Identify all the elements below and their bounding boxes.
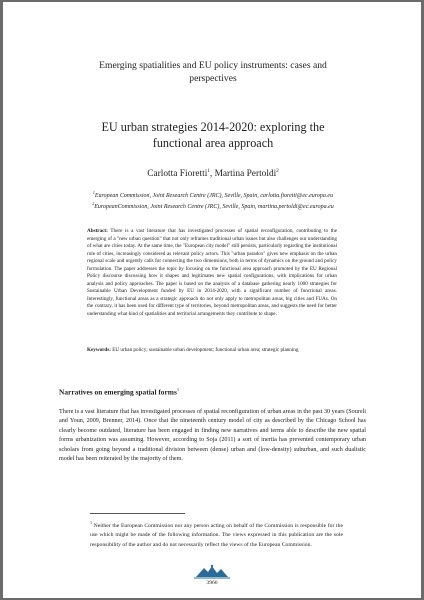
abstract-text: There is a vast literature that has investigated processes of spatial reconfiguration, contributing to the emerging of a "new urban question" that not only reframes traditional urban issues but also challenges our understanding of what are cities today. At the same time, the "European city model" still persists, particularly regarding the institutional role of cities, increasingly considered as relevant policy actors. This "urban paradox" gives new emphasis on the urban regional scale and urgently calls for connecting the two dimensions, both in terms of dynamics on the ground and policy formulation. The paper addresses the topic by focusing on the functional area approach promoted by the EU Regional Policy discourse discussing how it shapes and legitimates new spatial configurations, with implications for urban analysis and policy approaches. The paper is based on the analysis of a database gathering nearly 1000 strategies for Sustainable Urban Development funded by EU in 2014-2020, with a significant number of functional areas. Interestingly, functional areas as a strategic approach do not only apply to metropolitan areas, big cities and FUAs. On the contrary, it has been used for different type of territories, beyond metropolitan areas, and suggests the need for better understanding what kind of spatialities and territorial arrangements they contribute to shape. bbox=[87, 228, 337, 318]
footnote-divider bbox=[90, 513, 185, 515]
affiliation-1-mark: 1 bbox=[92, 190, 95, 195]
keywords bbox=[87, 347, 337, 355]
conference-logo-icon bbox=[190, 563, 234, 579]
author-1: Carlotta Fioretti bbox=[147, 169, 208, 180]
section-heading-footnote-mark: 1 bbox=[176, 387, 180, 392]
paper-title-line2: functional area approach bbox=[152, 135, 274, 150]
page-number: 3966 bbox=[206, 580, 218, 586]
footnote-text: Neither the European Commission nor any person acting on behalf of the Commission is responsible for the use which might be made of the following information. The views expressed in this publication are the sole responsibility of the author and do not necessarily reflect the views of the European Commission. bbox=[90, 522, 343, 549]
section-heading-text: Narratives on emerging spatial forms bbox=[59, 387, 177, 397]
paper-title bbox=[63, 120, 363, 151]
affiliation-2 bbox=[43, 200, 383, 211]
section-heading bbox=[59, 387, 179, 396]
conference-title-line1: Emerging spatialities and EU policy instruments: cases and bbox=[99, 60, 327, 71]
author-list bbox=[63, 169, 363, 179]
footnote bbox=[90, 518, 343, 551]
author-1-affiliation-mark: 1 bbox=[207, 169, 210, 174]
footnote-mark: 1 bbox=[90, 520, 92, 525]
conference-session-title bbox=[63, 60, 363, 85]
abstract bbox=[87, 228, 337, 319]
conference-logo-graphic bbox=[190, 563, 234, 579]
affiliation-1-text: European Commission, Joint Research Centre (JRC), Seville, Spain, carlotta.fioretti@ec.europa.eu bbox=[94, 193, 334, 199]
affiliation-1 bbox=[43, 189, 383, 200]
keywords-text: EU urban policy; sustainable urban development; functional urban area; strategic planning bbox=[112, 347, 299, 353]
author-2-affiliation-mark: 2 bbox=[276, 169, 279, 174]
author-separator: , bbox=[209, 169, 215, 180]
keywords-label: Keywords: bbox=[87, 347, 111, 353]
abstract-label: Abstract: bbox=[87, 228, 108, 234]
paper-title-line1: EU urban strategies 2014-2020: exploring the bbox=[101, 120, 325, 134]
affiliations bbox=[43, 189, 383, 211]
affiliation-2-text: EuropeanCommission, Joint Research Centre (JRC), Seville, Spain, martina.pertoldi@ec.europa.eu bbox=[94, 204, 334, 211]
conference-title-line2: perspectives bbox=[189, 72, 237, 84]
paper-page bbox=[3, 2, 421, 598]
author-2: Martina Pertoldi bbox=[214, 169, 277, 180]
affiliation-2-mark: 2 bbox=[92, 201, 95, 207]
section-body-paragraph: There is a vast literature that has investigated processes of spatial reconfiguration of urban areas in the past 30 years (Soureli and Youn, 2009, Brenner, 2014). Once that the nineteenth century model of city as described by the Chicago School has clearly become outdated, literature has been engaged in finding new narratives and terms able to describe the new spatial forms urbanization was assuming. However, according to Soja (2011) a sort of inertia has prevented contemporary urban scholars from going beyond a traditional division between (dense) urban and (low-density) suburban, and such dualistic model has been reiterated by the majority of them. bbox=[59, 409, 366, 463]
